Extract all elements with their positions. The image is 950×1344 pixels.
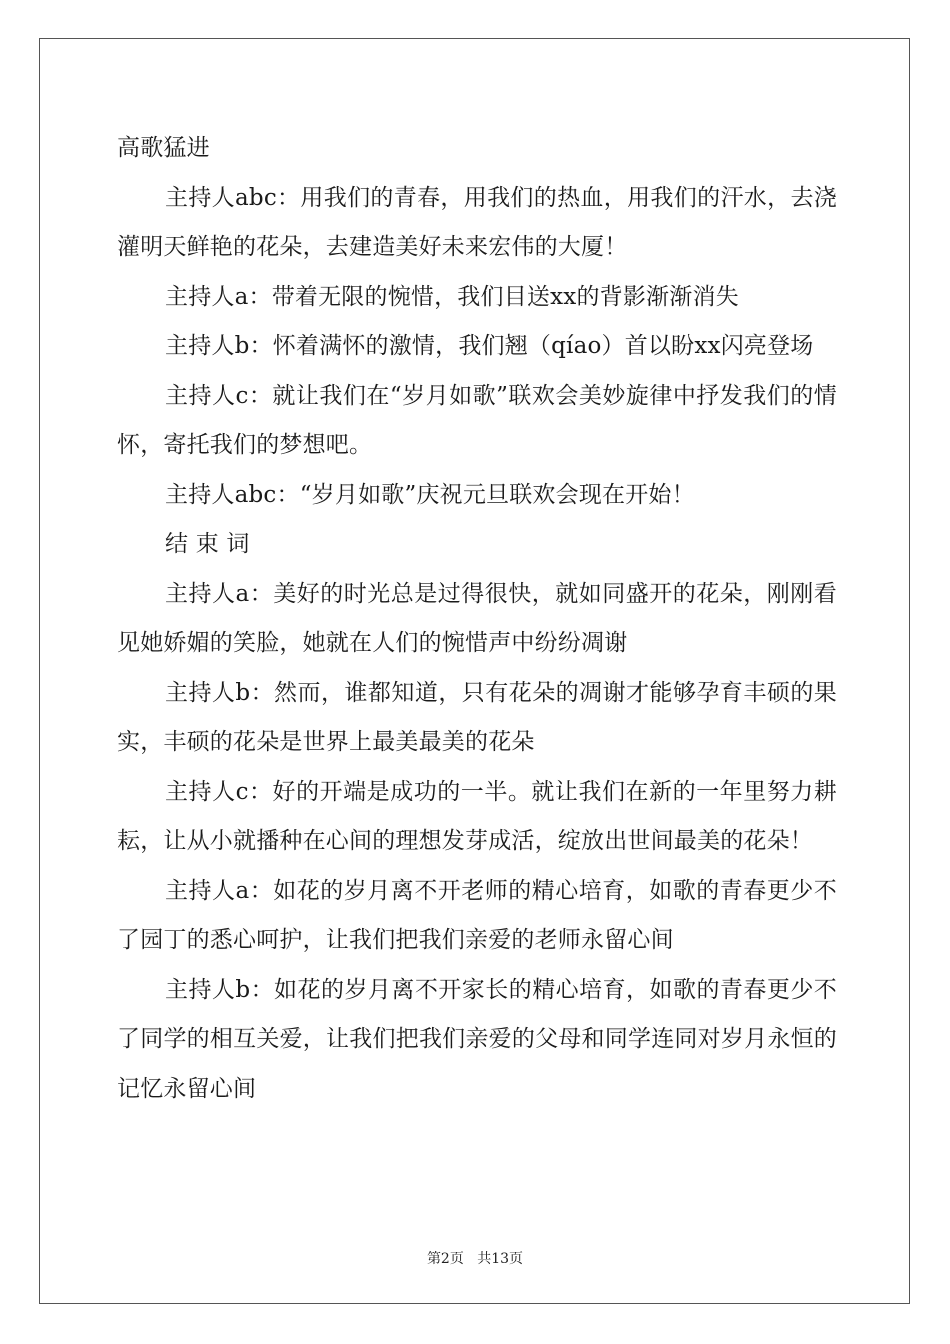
paragraph: 主持人a：如花的岁月离不开老师的精心培育，如歌的青春更少不了园丁的悉心呵护，让我们把我们亲爱的老师永留心间 xyxy=(117,877,837,953)
paragraph: 主持人b：然而，谁都知道，只有花朵的凋谢才能够孕育丰硕的果实，丰硕的花朵是世界上最美最美的花朵 xyxy=(117,679,837,755)
section-heading: 结 束 词 xyxy=(165,531,250,557)
paragraph: 主持人a：带着无限的惋惜，我们目送xx的背影渐渐消失 xyxy=(165,283,739,310)
document-body xyxy=(117,124,837,1114)
paragraph: 主持人a：美好的时光总是过得很快，就如同盛开的花朵，刚刚看见她娇媚的笑脸，她就在人们的惋惜声中纷纷凋谢 xyxy=(117,580,837,656)
paragraph: 主持人abc：“岁月如歌”庆祝元旦联欢会现在开始！ xyxy=(165,481,695,508)
paragraph: 主持人b：如花的岁月离不开家长的精心培育，如歌的青春更少不了同学的相互关爱，让我们把我们亲爱的父母和同学连同对岁月永恒的记忆永留心间 xyxy=(117,976,837,1102)
paragraph: 主持人c：好的开端是成功的一半。就让我们在新的一年里努力耕耘，让从小就播种在心间的理想发芽成活，绽放出世间最美的花朵！ xyxy=(117,778,837,854)
page-footer xyxy=(0,1248,950,1268)
total-pages: 共13页 xyxy=(477,1251,524,1267)
page-number: 第2页 xyxy=(426,1251,464,1267)
paragraph: 主持人c：就让我们在“岁月如歌”联欢会美妙旋律中抒发我们的情怀，寄托我们的梦想吧。 xyxy=(117,382,837,458)
paragraph: 主持人b：怀着满怀的激情，我们翘（qíao）首以盼xx闪亮登场 xyxy=(165,333,814,359)
paragraph: 高歌猛进 xyxy=(117,135,210,161)
paragraph: 主持人abc：用我们的青春，用我们的热血，用我们的汗水，去浇灌明天鲜艳的花朵，去建造美好未来宏伟的大厦！ xyxy=(117,184,837,260)
